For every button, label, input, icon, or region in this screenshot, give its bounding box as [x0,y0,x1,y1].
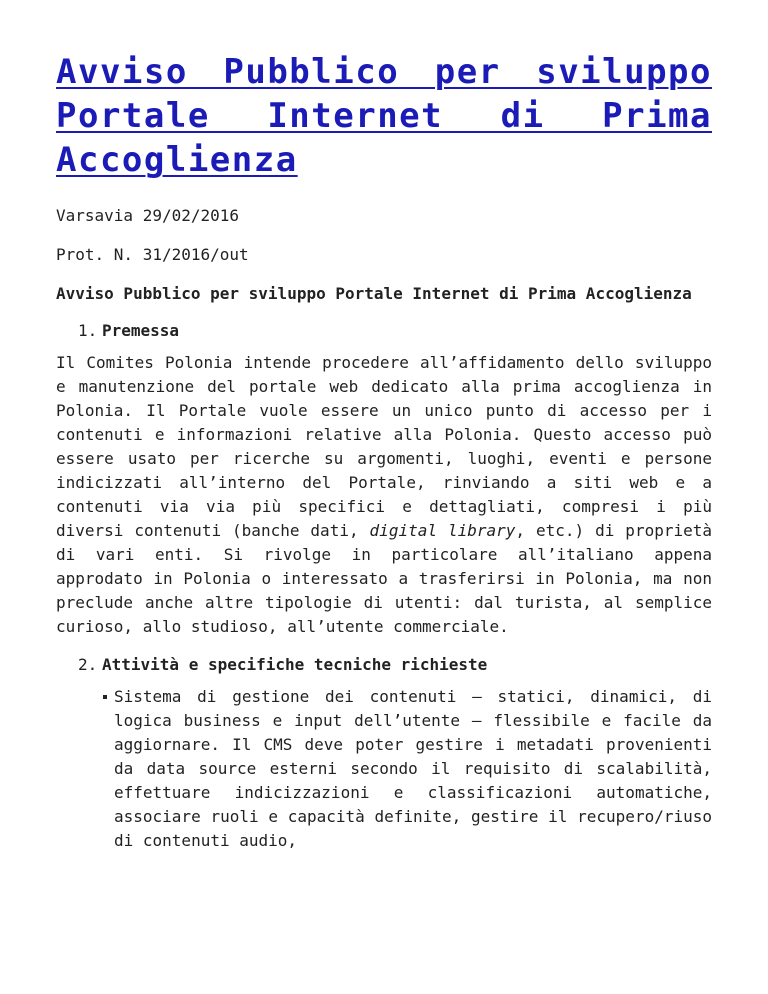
section-heading-item [56,653,712,677]
date-line: Varsavia 29/02/2016 [56,206,240,225]
section-number: 1. [78,321,98,340]
page-title [56,50,712,182]
section-heading-1 [56,319,712,343]
list-item-text: Sistema di gestione dei contenuti – statici, dinamici, di logica business e input dell’utente – flessibile e facile da aggiornare. Il CMS deve poter gestire i metadati provenienti da data source esterni secondo il requisito di scalabilità, effettuare indicizzazioni e classificazioni automatiche, associare ruoli e capacità definite, gestire il recupero/riuso di contenuti audio, [114,687,712,850]
protocol-line: Prot. N. 31/2016/out [56,245,249,264]
paragraph-text-part: , etc.) di proprietà di vari enti. Si rivolge in particolare all’italiano appena approdato in Polonia o interessato a trasferirsi in Polonia, ma non preclude anche altre tipologie di utenti: dal turista, al semplice curioso, allo studioso, all’utente commerciale. [56,521,713,636]
paragraph-italic-text: digital library [369,521,516,540]
section-heading-2 [56,653,712,677]
section-heading-label: Attività e specifiche tecniche richieste [102,655,488,674]
document-subtitle: Avviso Pubblico per sviluppo Portale Internet di Prima Accoglienza [56,284,692,303]
title-link[interactable]: Avviso Pubblico per sviluppo Portale Internet di Prima Accoglienza [56,52,712,180]
requirements-list [56,685,712,853]
premessa-paragraph [56,351,712,639]
bullet-icon [103,695,107,699]
section-heading-item [56,319,712,343]
section-number: 2. [78,655,98,674]
section-heading-label: Premessa [102,321,180,340]
list-item [100,685,712,853]
paragraph-text-part: Il Comites Polonia intende procedere all’affidamento dello sviluppo e manutenzione del portale web dedicato alla prima accoglienza in Polonia. Il Portale vuole essere un unico punto di accesso per i contenuti e informazioni relative alla Polonia. Questo accesso può essere usato per ricerche su argomenti, luoghi, eventi e persone indicizzati all’interno del Portale, rinviando a siti web e a contenuti via via più specifici e dettagliati, compresi i più diversi contenuti (banche dati, [56,353,712,540]
